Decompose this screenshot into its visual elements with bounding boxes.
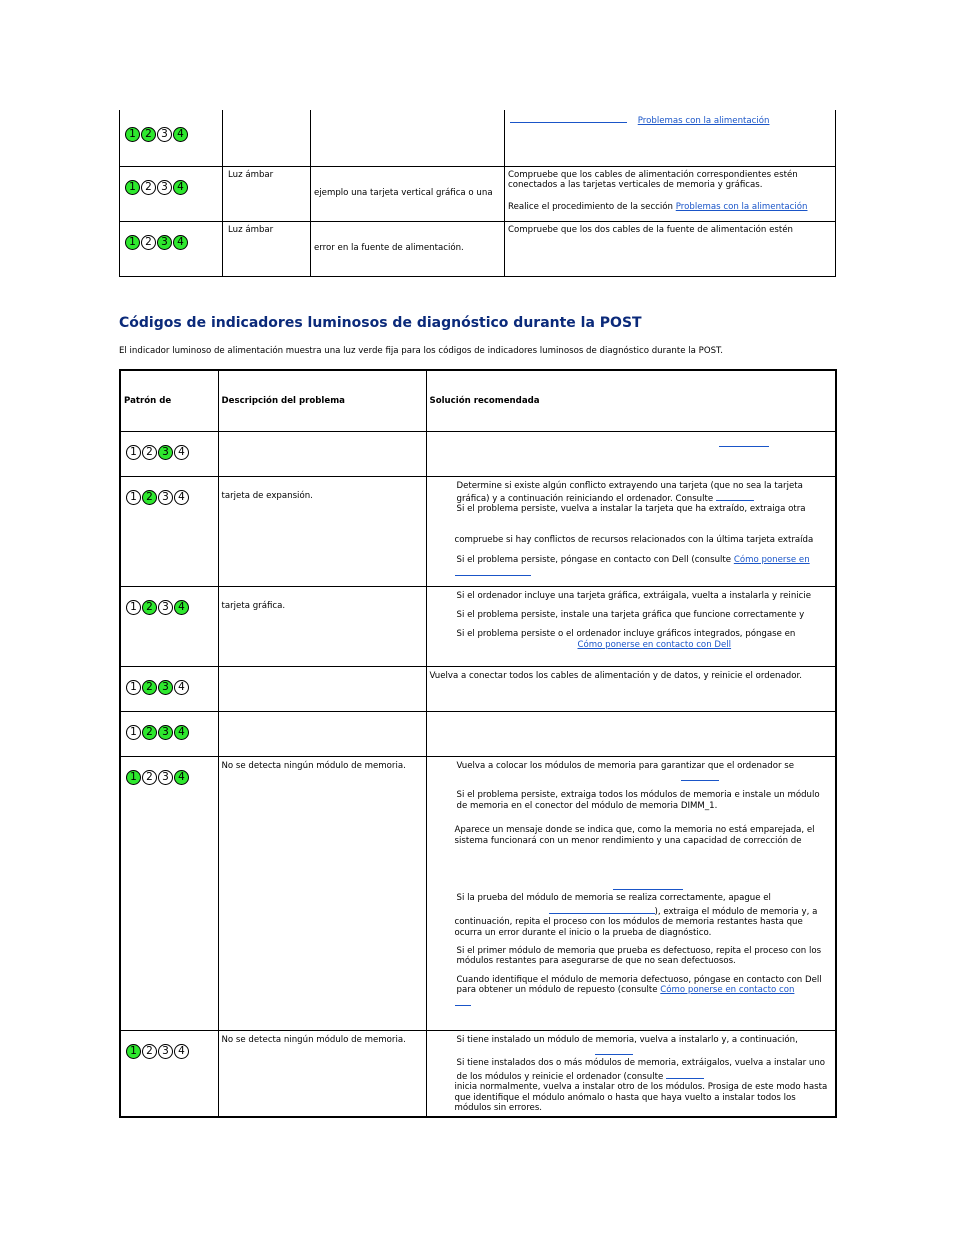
solution-step: Si la prueba del módulo de memoria se realiza correctamente, apague el xyxy=(456,893,771,904)
link-underline[interactable] xyxy=(510,113,627,123)
solution-step xyxy=(455,771,833,784)
power-problems-link[interactable]: Problemas con la alimentación xyxy=(637,116,770,126)
light-1-icon: 1 xyxy=(125,180,140,195)
light-pattern-cell xyxy=(120,1030,218,1117)
light-3-icon: 3 xyxy=(158,1044,173,1059)
solution-text: Compruebe que los cables de alimentación correspondientes estén conectados a las tarjetas verticales de memoria y gráficas. xyxy=(508,169,798,190)
light-2-icon: 2 xyxy=(142,445,157,460)
light-3-icon: 3 xyxy=(157,180,172,195)
contact-dell-link[interactable]: Cómo ponerse en contacto con xyxy=(660,985,795,996)
diagnostic-lights xyxy=(126,725,215,740)
light-2-icon: 2 xyxy=(142,1044,157,1059)
solution-cell xyxy=(426,476,836,586)
solution-step: Determine si existe algún conflicto extrayendo una tarjeta (que no sea la tarjeta gráfica) y a continuación reiniciando el ordenador. Consulte xyxy=(456,480,803,504)
light-3-icon: 3 xyxy=(158,770,173,785)
table-row xyxy=(120,110,836,166)
light-2-icon: 2 xyxy=(142,680,157,695)
solution-cell xyxy=(505,110,836,166)
solution-step: Si el problema persiste, instale una tarjeta gráfica que funcione correctamente y xyxy=(456,609,805,620)
table-row xyxy=(120,756,836,1030)
light-4-icon: 4 xyxy=(174,725,189,740)
solution-step xyxy=(455,640,833,650)
light-pattern-cell xyxy=(120,431,218,476)
link-underline[interactable] xyxy=(613,880,683,890)
solution-prefix: Realice el procedimiento de la sección xyxy=(508,202,673,213)
solution-step: compruebe si hay conflictos de recursos relacionados con la última tarjeta extraída xyxy=(454,534,814,545)
table-row xyxy=(120,1030,836,1117)
solution-cell: Compruebe que los dos cables de la fuente de alimentación estén xyxy=(505,221,836,276)
solution-text xyxy=(508,202,832,212)
light-1-icon: 1 xyxy=(126,1044,141,1059)
diagnostic-lights xyxy=(125,235,219,250)
light-4-icon: 4 xyxy=(174,445,189,460)
solution-step: inicia normalmente, vuelva a instalar otro de los módulos. Prosiga de este modo hasta que identifique el módulo anómalo o hasta que haya vuelto a instalar todos los módulos sin errores. xyxy=(454,1082,828,1113)
light-3-icon: 3 xyxy=(158,445,173,460)
light-pattern-cell xyxy=(120,711,218,756)
link-underline[interactable] xyxy=(595,1045,633,1055)
problem-description-cell xyxy=(218,666,426,711)
light-pattern-cell xyxy=(120,221,223,276)
link-underline[interactable] xyxy=(455,566,531,576)
header-description: Descripción del problema xyxy=(218,370,426,431)
diagnostic-lights xyxy=(125,127,219,142)
power-problems-link[interactable]: Problemas con la alimentación xyxy=(675,202,808,213)
light-2-icon: 2 xyxy=(141,127,156,142)
diagnostic-lights xyxy=(126,490,215,505)
diagnostic-lights xyxy=(126,1044,215,1059)
solution-step: Si el problema persiste, vuelva a instalar la tarjeta que ha extraído, extraiga otra xyxy=(456,504,806,515)
light-pattern-cell xyxy=(120,586,218,666)
problem-description-cell: error en la fuente de alimentación. xyxy=(311,221,505,276)
light-color-cell xyxy=(223,110,311,166)
light-1-icon: 1 xyxy=(125,235,140,250)
table-row xyxy=(120,476,836,586)
table-row xyxy=(120,166,836,221)
light-1-icon: 1 xyxy=(126,445,141,460)
solution-step: Si el problema persiste o el ordenador incluye gráficos integrados, póngase en xyxy=(456,629,796,640)
problem-description-cell xyxy=(218,431,426,476)
light-4-icon: 4 xyxy=(174,490,189,505)
link-underline[interactable] xyxy=(681,771,719,781)
link-underline[interactable] xyxy=(455,996,471,1006)
table-row xyxy=(120,666,836,711)
problem-description-cell xyxy=(311,110,505,166)
solution-step: Si el problema persiste, póngase en contacto con Dell (consulte Cómo ponerse en xyxy=(456,555,810,566)
light-4-icon: 4 xyxy=(174,600,189,615)
table-row xyxy=(120,221,836,276)
problem-description-cell: No se detecta ningún módulo de memoria. xyxy=(218,1030,426,1117)
solution-cell xyxy=(426,756,836,1030)
diagnostic-lights xyxy=(126,600,215,615)
light-4-icon: 4 xyxy=(174,680,189,695)
light-pattern-cell xyxy=(120,666,218,711)
solution-step: Si tiene instalados dos o más módulos de memoria, extráigalos, vuelva a instalar uno de los módulos y reinicie el ordenador (consulte xyxy=(456,1058,826,1082)
light-2-icon: 2 xyxy=(141,180,156,195)
light-pattern-cell xyxy=(120,166,223,221)
solution-step: Vuelva a colocar los módulos de memoria para garantizar que el ordenador se xyxy=(456,760,794,771)
solution-step: Si el problema persiste, extraiga todos los módulos de memoria e instale un módulo de memoria en el conector del módulo de memoria DIMM_1. xyxy=(456,790,820,811)
light-2-icon: 2 xyxy=(141,235,156,250)
problem-description-cell xyxy=(218,711,426,756)
light-2-icon: 2 xyxy=(142,600,157,615)
light-3-icon: 3 xyxy=(157,235,172,250)
solution-step xyxy=(455,880,833,893)
solution-cell: Vuelva a conectar todos los cables de alimentación y de datos, y reinicie el ordenador. xyxy=(426,666,836,711)
header-solution: Solución recomendada xyxy=(426,370,836,431)
light-4-icon: 4 xyxy=(174,770,189,785)
light-4-icon: 4 xyxy=(173,127,188,142)
light-3-icon: 3 xyxy=(158,600,173,615)
solution-cell xyxy=(426,711,836,756)
light-4-icon: 4 xyxy=(173,235,188,250)
diagnostic-lights xyxy=(126,680,215,695)
table-row xyxy=(120,431,836,476)
light-color-cell: Luz ámbar xyxy=(223,221,311,276)
light-1-icon: 1 xyxy=(126,770,141,785)
light-1-icon: 1 xyxy=(125,127,140,142)
light-4-icon: 4 xyxy=(173,180,188,195)
problem-description-cell: tarjeta de expansión. xyxy=(218,476,426,586)
solution-step xyxy=(455,1045,833,1058)
section-intro: El indicador luminoso de alimentación muestra una luz verde fija para los códigos de indicadores luminosos de diagnóstico durante la POST. xyxy=(119,346,724,356)
light-2-icon: 2 xyxy=(142,770,157,785)
solution-step: ), extraiga el módulo de memoria y, a continuación, repita el proceso con los módulos de memoria restantes hasta que ocurra un error durante el inicio o la prueba de diagnóstico. xyxy=(455,904,833,938)
header-pattern: Patrón de xyxy=(120,370,218,431)
light-1-icon: 1 xyxy=(126,490,141,505)
light-2-icon: 2 xyxy=(142,725,157,740)
solution-step: Aparece un mensaje donde se indica que, como la memoria no está emparejada, el sistema funcionará con un menor rendimiento y una capacidad de corrección de xyxy=(454,825,815,846)
light-1-icon: 1 xyxy=(126,600,141,615)
light-2-icon: 2 xyxy=(142,490,157,505)
solution-cell xyxy=(505,166,836,221)
light-1-icon: 1 xyxy=(126,725,141,740)
diagnostic-lights xyxy=(126,445,215,460)
link-underline[interactable] xyxy=(549,904,655,914)
link-underline[interactable] xyxy=(719,437,769,447)
light-1-icon: 1 xyxy=(126,680,141,695)
light-3-icon: 3 xyxy=(158,490,173,505)
solution-step: Si el primer módulo de memoria que prueba es defectuoso, repita el proceso con los módulos restantes para asegurarse de que no sean defectuosos. xyxy=(456,945,822,967)
problem-description-cell: tarjeta gráfica. xyxy=(218,586,426,666)
section-heading: Códigos de indicadores luminosos de diagnóstico durante la POST xyxy=(119,315,642,331)
post-diagnostic-table xyxy=(119,369,837,1118)
light-3-icon: 3 xyxy=(158,680,173,695)
light-4-icon: 4 xyxy=(174,1044,189,1059)
solution-cell xyxy=(426,586,836,666)
light-3-icon: 3 xyxy=(157,127,172,142)
light-pattern-cell xyxy=(120,756,218,1030)
light-color-cell: Luz ámbar xyxy=(223,166,311,221)
table-row xyxy=(120,586,836,666)
diagnostic-lights xyxy=(125,180,219,195)
solution-cell xyxy=(426,431,836,476)
light-pattern-cell xyxy=(120,110,223,166)
light-3-icon: 3 xyxy=(158,725,173,740)
table-header-row xyxy=(120,370,836,431)
solution-step: Si el ordenador incluye una tarjeta gráfica, extráigala, vuelta a instalarla y reinicie xyxy=(456,590,812,601)
problem-description-cell: ejemplo una tarjeta vertical gráfica o una xyxy=(311,166,505,221)
contact-dell-link[interactable]: Cómo ponerse en xyxy=(733,555,810,566)
table-row xyxy=(120,711,836,756)
problem-description-cell: No se detecta ningún módulo de memoria. xyxy=(218,756,426,1030)
contact-dell-link[interactable]: Cómo ponerse en contacto con Dell xyxy=(577,639,732,650)
solution-cell xyxy=(426,1030,836,1117)
solution-step: Si tiene instalado un módulo de memoria, vuelva a instalarlo y, a continuación, xyxy=(456,1034,798,1045)
light-pattern-cell xyxy=(120,476,218,586)
diagnostic-lights xyxy=(126,770,215,785)
solution-step: Cuando identifique el módulo de memoria defectuoso, póngase en contacto con Dell para obtener un módulo de repuesto (consulte Cómo ponerse en contacto con xyxy=(456,974,822,996)
diagnostic-table-continued xyxy=(119,110,836,277)
